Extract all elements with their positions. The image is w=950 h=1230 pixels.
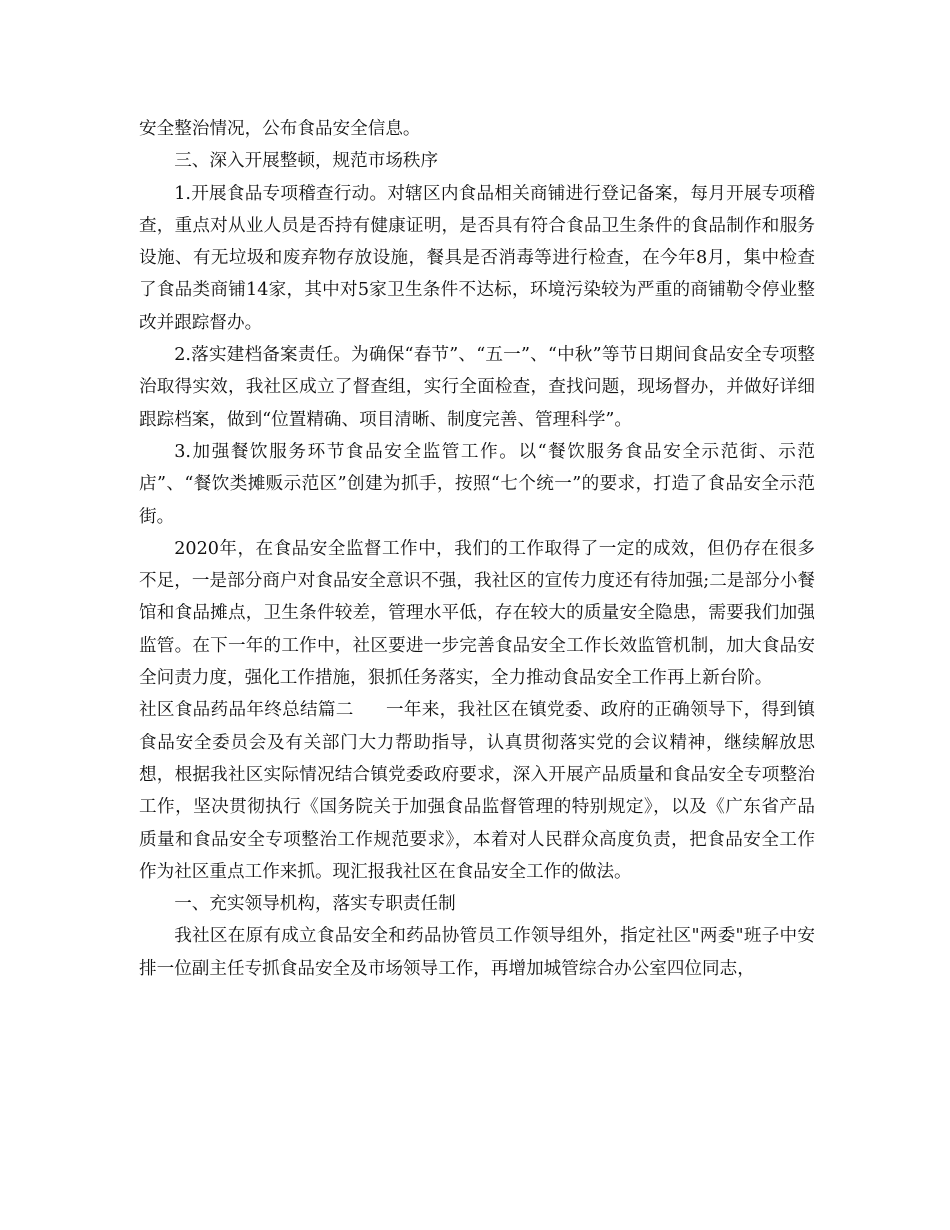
paragraph-continuation: 安全整治情况，公布食品安全信息。 [139, 119, 421, 139]
part-two-title: 社区食品药品年终总结篇二 [139, 700, 354, 721]
section-heading-one: 一、充实领导机构，落实专职责任制 [174, 894, 456, 915]
paragraph-leadership: 我社区在原有成立食品安全和药品协管员工作领导组外，指定社区"两委"班子中安排一位副主任专抓食品安全及市场领导工作，再增加城管综合办公室四位同志， [139, 926, 815, 979]
part-two-intro: 一年来，我社区在镇党委、政府的正确领导下，得到镇食品安全委员会及有关部门大力帮助指导，认真贯彻落实党的会议精神，继续解放思想，根据我社区实际情况结合镇党委政府要求，深入开展产品质量和食品安全专项整治工作，坚决贯彻执行《国务院关于加强食品监督管理的特别规定》，以及《广东省产品质量和食品安全专项整治工作规范要求》，本着对人民群众高度负责，把食品安全工作作为社区重点工作来抓。现汇报我社区在食品安全工作的做法。 [139, 700, 815, 882]
paragraph-archive: 2.落实建档备案责任。为确保“春节”、“五一”、“中秋”等节日期间食品安全专项整治取得实效，我社区成立了督查组，实行全面检查，查找问题，现场督办，并做好详细跟踪档案，做到“位置精确、项目清晰、制度完善、管理科学”。 [139, 345, 815, 430]
paragraph-part-two [139, 694, 815, 888]
paragraph-catering: 3.加强餐饮服务环节食品安全监管工作。以“餐饮服务食品安全示范街、示范店”、“餐饮类摊贩示范区”创建为抓手，按照“七个统一”的要求，打造了食品安全示范街。 [139, 441, 815, 527]
document-page [139, 113, 815, 985]
section-heading-three: 三、深入开展整顿，规范市场秩序 [174, 151, 439, 172]
paragraph-summary-2020: 2020年，在食品安全监督工作中，我们的工作取得了一定的成效，但仍存在很多不足，一是部分商户对食品安全意识不强，我社区的宣传力度还有待加强;二是部分小餐馆和食品摊点，卫生条件较差，管理水平低，存在较大的质量安全隐患，需要我们加强监管。在下一年的工作中，社区要进一步完善食品安全工作长效监管机制，加大食品安全问责力度，强化工作措施，狠抓任务落实，全力推动食品安全工作再上新台阶。 [139, 538, 815, 689]
paragraph-inspection: 1.开展食品专项稽查行动。对辖区内食品相关商铺进行登记备案，每月开展专项稽查，重点对从业人员是否持有健康证明，是否具有符合食品卫生条件的食品制作和服务设施、有无垃圾和废弃物存放设施，餐具是否消毒等进行检查，在今年8月，集中检查了食品类商铺14家，其中对5家卫生条件不达标，环境污染较为严重的商铺勒令停业整改并跟踪督办。 [139, 183, 815, 333]
